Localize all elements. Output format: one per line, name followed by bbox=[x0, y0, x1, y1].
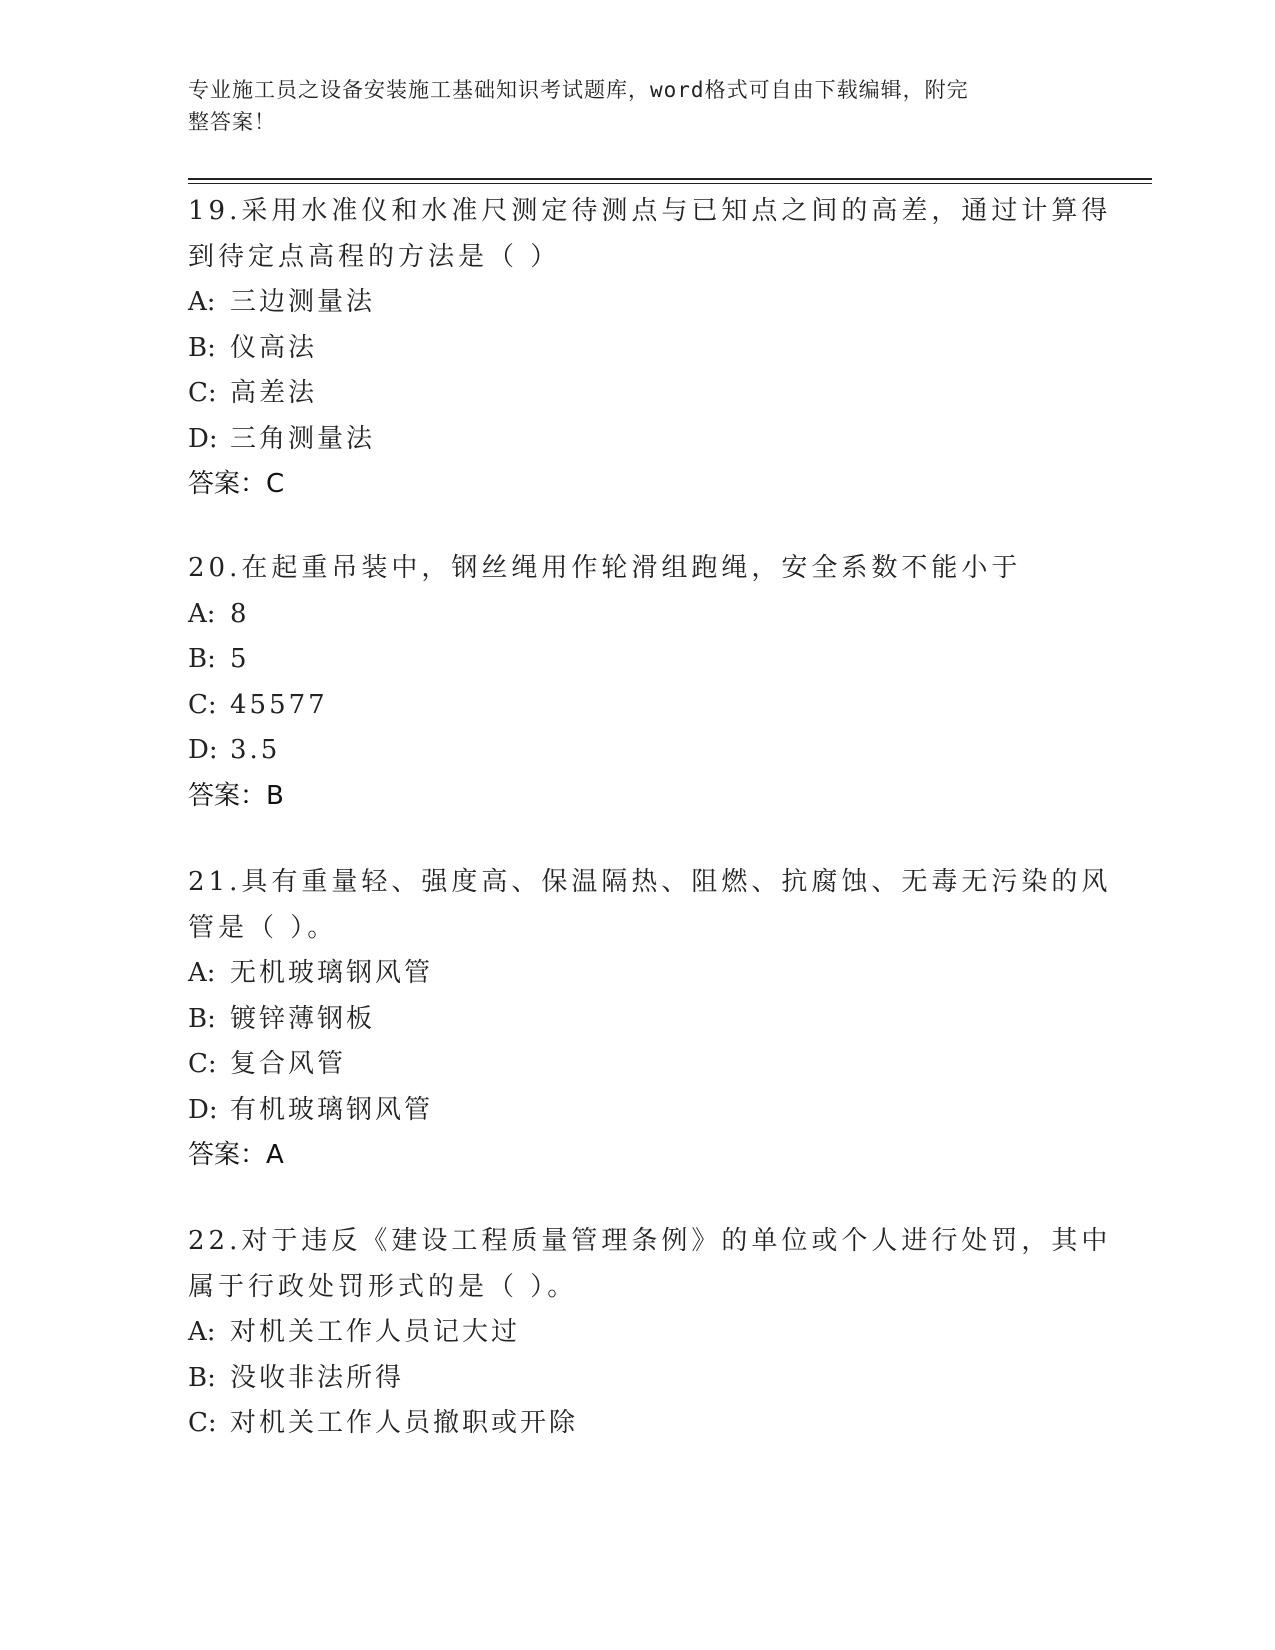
question-20 bbox=[188, 546, 1088, 819]
question-22 bbox=[188, 1219, 1112, 1447]
option-text: 三角测量法 bbox=[230, 423, 376, 454]
option-b bbox=[188, 997, 1088, 1043]
question-stem-line: 21.具有重量轻、强度高、保温隔热、阻燃、抗腐蚀、无毒无污染的风 bbox=[188, 867, 1112, 897]
option-text: 无机玻璃钢风管 bbox=[230, 958, 434, 988]
option-text: 仪高法 bbox=[230, 332, 318, 363]
option-c bbox=[188, 371, 1088, 417]
option-b bbox=[188, 637, 1088, 683]
question-stem-line: 20.在起重吊装中，钢丝绳用作轮滑组跑绳，安全系数不能小于 bbox=[188, 553, 1022, 583]
question-stem-line: 19.采用水准仪和水准尺测定待测点与已知点之间的高差，通过计算得 bbox=[188, 196, 1112, 226]
option-text: 3.5 bbox=[230, 735, 281, 765]
option-letter: C: bbox=[188, 1408, 217, 1438]
option-d bbox=[188, 728, 1088, 774]
answer-line: 答案：B bbox=[188, 780, 284, 811]
option-letter: A: bbox=[188, 958, 216, 988]
question-stem-line: 到待定点高程的方法是（ ） bbox=[188, 241, 561, 272]
option-text: 三边测量法 bbox=[230, 287, 376, 317]
option-letter: B: bbox=[188, 1003, 216, 1034]
option-a bbox=[188, 1310, 1088, 1356]
question-stem-line: 22.对于违反《建设工程质量管理条例》的单位或个人进行处罚，其中 bbox=[188, 1226, 1112, 1256]
question-stem-line: 属于行政处罚形式的是（ ）。 bbox=[188, 1271, 578, 1302]
option-b bbox=[188, 326, 1088, 372]
option-a bbox=[188, 280, 1088, 326]
option-text: 镀锌薄钢板 bbox=[230, 1003, 376, 1034]
header-line-2: 整答案！ bbox=[188, 110, 276, 134]
option-letter: A: bbox=[188, 1317, 216, 1347]
question-stem-line: 管是（ ）。 bbox=[188, 912, 338, 943]
answer-line: 答案：A bbox=[188, 1140, 284, 1170]
option-d bbox=[188, 1088, 1088, 1134]
answer-line: 答案：C bbox=[188, 469, 285, 499]
option-text: 复合风管 bbox=[230, 1049, 347, 1079]
option-text: 有机玻璃钢风管 bbox=[230, 1094, 434, 1125]
option-letter: B: bbox=[188, 644, 216, 674]
option-text: 对机关工作人员记大过 bbox=[230, 1317, 521, 1347]
option-text: 没收非法所得 bbox=[230, 1362, 405, 1393]
option-c bbox=[188, 683, 1088, 729]
header-divider-thin bbox=[188, 183, 1152, 184]
option-d bbox=[188, 417, 1088, 463]
option-text: 对机关工作人员撤职或开除 bbox=[230, 1408, 579, 1438]
option-letter: C: bbox=[188, 378, 217, 408]
option-a bbox=[188, 951, 1088, 997]
option-letter: C: bbox=[188, 1049, 217, 1079]
option-c bbox=[188, 1042, 1088, 1088]
option-letter: B: bbox=[188, 332, 216, 363]
option-text: 高差法 bbox=[230, 378, 318, 408]
option-letter: A: bbox=[188, 598, 216, 629]
option-text: 8 bbox=[230, 598, 250, 629]
option-letter: D: bbox=[188, 735, 218, 765]
option-letter: C: bbox=[188, 689, 217, 720]
option-text: 45577 bbox=[230, 689, 328, 720]
header-line-1: 专业施工员之设备安装施工基础知识考试题库，word格式可自由下载编辑，附完 bbox=[188, 78, 969, 102]
question-21 bbox=[188, 860, 1112, 1179]
option-letter: B: bbox=[188, 1362, 216, 1393]
option-c bbox=[188, 1401, 1088, 1447]
header-divider-thick bbox=[188, 178, 1152, 180]
question-19 bbox=[188, 189, 1112, 508]
option-letter: D: bbox=[188, 1094, 218, 1125]
option-text: 5 bbox=[230, 644, 250, 674]
option-b bbox=[188, 1356, 1088, 1402]
option-letter: A: bbox=[188, 287, 216, 317]
option-a bbox=[188, 592, 1088, 638]
document-header bbox=[188, 74, 1068, 138]
option-letter: D: bbox=[188, 423, 218, 454]
